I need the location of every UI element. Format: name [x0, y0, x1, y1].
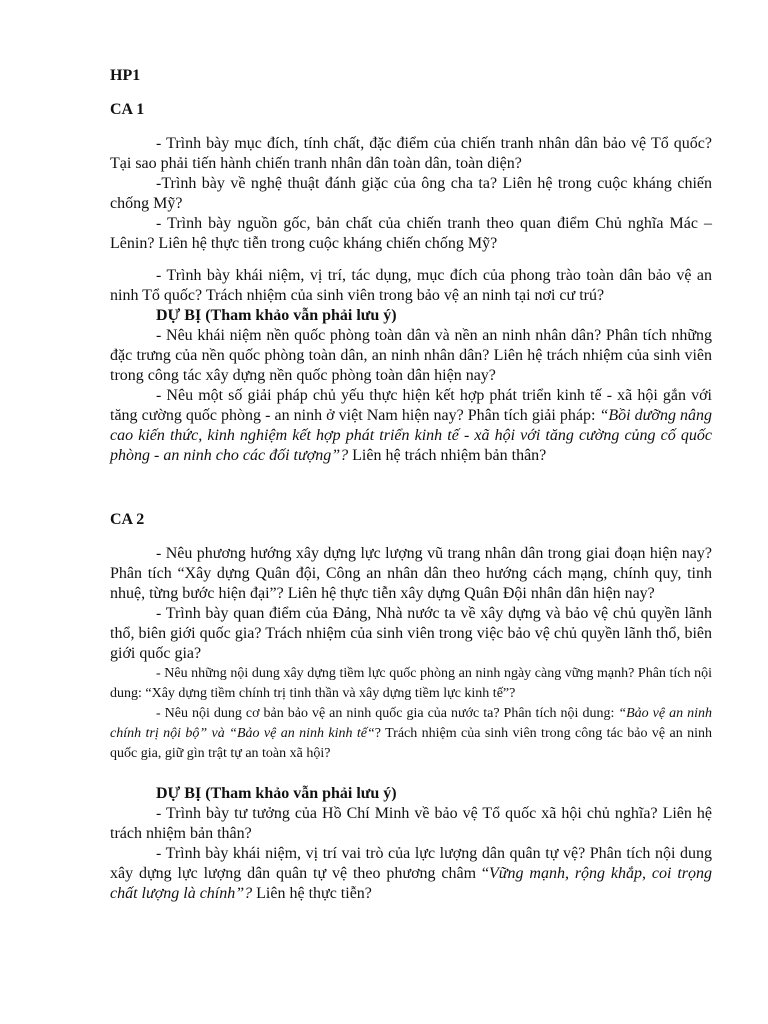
course-heading: HP1: [110, 67, 141, 84]
ca2-reserve-2: [110, 844, 712, 904]
ca2-question-4-italic: “Bảo vệ an ninh chính trị nội bộ” và “Bảo vệ an ninh kinh tế“: [110, 706, 713, 741]
ca1-reserve-2-text: - Nêu một số giải pháp chủ yếu thực hiện kết hợp phát triển kinh tế - xã hội gắn với tăng cường quốc phòng - an ninh ở việt Nam hiện nay? Phân tích giải pháp:: [110, 387, 712, 424]
ca2-question-2: - Trình bày quan điểm của Đảng, Nhà nước ta về xây dựng và bảo vệ chủ quyền lãnh thổ, biên giới quốc gia? Trách nhiệm của sinh viên trong việc bảo vệ chủ quyền lãnh thổ, biên giới quốc gia?: [110, 605, 712, 662]
ca2-reserve-heading: DỰ BỊ (Tham khảo vẫn phải lưu ý): [156, 785, 397, 802]
ca2-question-1: - Nêu phương hướng xây dựng lực lượng vũ trang nhân dân trong giai đoạn hiện nay? Phân tích “Xây dựng Quân đội, Công an nhân dân theo hướng cách mạng, chính quy, tinh nhuệ, từng bước hiện đại”? Liên hệ thực tiễn xây dựng Quân Đội nhân dân hiện nay?: [110, 545, 712, 602]
ca1-reserve-2-tail: Liên hệ trách nhiệm bản thân?: [348, 447, 547, 464]
ca1-question-4: - Trình bày khái niệm, vị trí, tác dụng, mục đích của phong trào toàn dân bảo vệ an ninh Tổ quốc? Trách nhiệm của sinh viên trong bảo vệ an ninh tại nơi cư trú?: [110, 267, 712, 304]
ca1-question-2: -Trình bày về nghệ thuật đánh giặc của ông cha ta? Liên hệ trong cuộc kháng chiến chống Mỹ?: [110, 175, 712, 212]
ca1-heading: CA 1: [110, 101, 145, 118]
ca1-reserve-heading: DỰ BỊ (Tham khảo vẫn phải lưu ý): [156, 307, 397, 324]
ca2-question-4-text: - Nêu nội dung cơ bản bảo vệ an ninh quốc gia của nước ta? Phân tích nội dung:: [156, 706, 619, 721]
ca1-reserve-1: - Nêu khái niệm nền quốc phòng toàn dân và nền an ninh nhân dân? Phân tích những đặc trưng của nền quốc phòng toàn dân, an ninh nhân dân? Liên hệ trách nhiệm của sinh viên trong công tác xây dựng nền quốc phòng toàn dân hiện nay?: [110, 327, 712, 384]
ca1-reserve-2: [110, 386, 712, 466]
ca1-question-3: - Trình bày nguồn gốc, bản chất của chiến tranh theo quan điểm Chủ nghĩa Mác – Lênin? Liên hệ thực tiễn trong cuộc kháng chiến chống Mỹ?: [110, 215, 712, 252]
ca2-reserve-2-italic: Vững mạnh, rộng khắp, coi trọng chất lượng là chính”?: [110, 865, 712, 902]
ca2-question-4: [110, 704, 712, 764]
ca1-question-1: - Trình bày mục đích, tính chất, đặc điểm của chiến tranh nhân dân bảo vệ Tổ quốc? Tại sao phải tiến hành chiến tranh nhân dân toàn dân, toàn diện?: [110, 135, 712, 172]
ca2-heading: CA 2: [110, 511, 145, 528]
ca2-question-3: - Nêu những nội dung xây dựng tiềm lực quốc phòng an ninh ngày càng vững mạnh? Phân tích nội dung: “Xây dựng tiềm chính trị tinh thần và xây dựng tiềm lực kinh tế”?: [110, 666, 712, 701]
ca1-reserve-2-italic: “Bồi dưỡng nâng cao kiến thức, kinh nghiệm kết hợp phát triển kinh tế - xã hội với tăng cường củng cố quốc phòng - an ninh cho các đối tượng”?: [110, 407, 712, 464]
ca2-reserve-2-tail: Liên hệ thực tiễn?: [252, 885, 372, 902]
document-page: [110, 66, 712, 904]
ca2-reserve-1: - Trình bày tư tưởng của Hồ Chí Minh về bảo vệ Tổ quốc xã hội chủ nghĩa? Liên hệ trách nhiệm bản thân?: [110, 805, 712, 842]
ca2-reserve-2-text: - Trình bày khái niệm, vị trí vai trò của lực lượng dân quân tự vệ? Phân tích nội dung xây dựng lực lượng dân quân tự vệ theo phương châm “: [110, 845, 712, 882]
ca2-question-4-tail: ? Trách nhiệm của sinh viên trong công tác bảo vệ an ninh quốc gia, giữ gìn trật tự an toàn xã hội?: [110, 726, 712, 761]
